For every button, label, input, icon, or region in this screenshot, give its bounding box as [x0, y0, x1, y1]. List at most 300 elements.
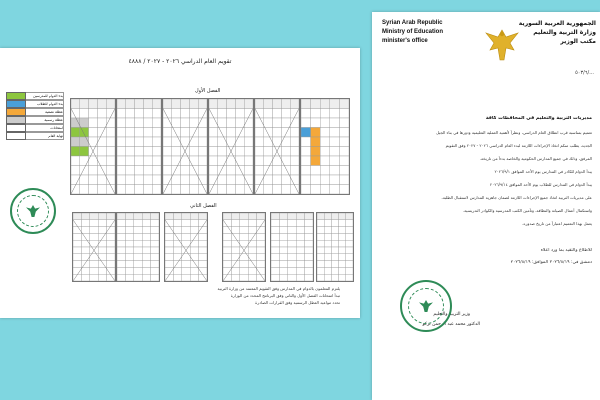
day-cell — [143, 128, 152, 138]
day-cell — [71, 99, 80, 109]
day-cell — [288, 240, 296, 247]
day-cell — [71, 147, 80, 157]
day-cell — [135, 185, 144, 195]
day-cell — [317, 247, 324, 254]
day-cell — [125, 233, 133, 240]
day-cell — [231, 267, 239, 274]
seal-ring — [17, 195, 49, 227]
day-cell — [134, 227, 142, 234]
day-cell — [271, 267, 279, 274]
day-cell — [305, 220, 313, 227]
day-cell — [90, 213, 98, 220]
day-cell — [281, 137, 290, 147]
day-cell — [142, 220, 150, 227]
day-cell — [271, 254, 279, 261]
day-cell — [125, 213, 133, 220]
day-cell — [182, 261, 190, 268]
day-cell — [288, 247, 296, 254]
day-cell — [182, 213, 190, 220]
day-cell — [107, 247, 115, 254]
day-cell — [98, 274, 106, 281]
day-cell — [288, 227, 296, 234]
day-cell — [98, 220, 106, 227]
day-cell — [190, 254, 198, 261]
day-cell — [281, 185, 290, 195]
day-cell — [273, 118, 282, 128]
day-cell — [346, 220, 353, 227]
day-cell — [81, 220, 89, 227]
day-cell — [97, 156, 106, 166]
day-cell — [223, 213, 231, 220]
day-cell — [235, 99, 244, 109]
day-cell — [172, 109, 181, 119]
day-cell — [324, 247, 331, 254]
day-cell — [117, 99, 126, 109]
day-cell — [248, 274, 256, 281]
day-cell — [305, 227, 313, 234]
day-cell — [165, 240, 173, 247]
signature-name: الدكتور محمد عبد الرحمن تركو — [422, 322, 480, 327]
footnote: يلتزم المعلمون بالدوام في المدارس وفق التقويم المعتمد من وزارة التربية — [217, 286, 340, 291]
legend-item — [6, 132, 64, 139]
day-cell — [339, 137, 349, 147]
day-cell — [134, 247, 142, 254]
day-cell — [281, 156, 290, 166]
day-cell — [81, 274, 89, 281]
letter-body-line: تعميم بمناسبة قرب انطلاق العام الدراسي، ونظراً لأهمية العملية التعليمية ودورها في بناء الجيل — [436, 130, 592, 135]
day-cell — [117, 185, 126, 195]
day-cell — [218, 156, 227, 166]
month-grid — [222, 212, 266, 282]
calendar-title: تقويم العام الدراسي ٢٠٢٦ - ٢٠٢٧ / ٤٨٨٨ — [128, 58, 232, 65]
day-cell — [80, 118, 89, 128]
first-semester-label: الفصل الأول — [195, 88, 221, 94]
reference-number: ٥٠٣/٦/... — [575, 70, 594, 76]
day-cell — [97, 128, 106, 138]
day-cell — [320, 185, 330, 195]
day-cell — [90, 274, 98, 281]
day-cell — [324, 213, 331, 220]
day-cell — [117, 118, 126, 128]
day-cell — [264, 185, 273, 195]
day-cell — [97, 109, 106, 119]
day-cell — [248, 247, 256, 254]
day-cell — [235, 137, 244, 147]
day-cell — [107, 254, 115, 261]
day-cell — [296, 267, 304, 274]
day-cell — [165, 213, 173, 220]
day-cell — [125, 240, 133, 247]
day-cell — [198, 147, 207, 157]
day-cell — [198, 128, 207, 138]
day-cell — [90, 267, 98, 274]
day-cell — [305, 213, 313, 220]
day-cell — [330, 147, 340, 157]
day-cell — [330, 109, 340, 119]
day-cell — [317, 233, 324, 240]
day-cell — [255, 128, 264, 138]
day-cell — [279, 213, 287, 220]
day-cell — [331, 274, 338, 281]
day-cell — [152, 99, 161, 109]
day-cell — [90, 233, 98, 240]
day-cell — [273, 128, 282, 138]
day-cell — [320, 175, 330, 185]
day-cell — [126, 109, 135, 119]
day-cell — [235, 166, 244, 176]
day-cell — [190, 220, 198, 227]
day-cell — [151, 274, 159, 281]
day-cell — [173, 233, 181, 240]
letter-body-line: المرفق، وذلك في جميع المدارس الحكومية والخاصة بدءاً من تاريخه. — [479, 156, 592, 161]
day-cell — [339, 274, 346, 281]
day-cell — [320, 166, 330, 176]
calendar-document — [0, 48, 360, 318]
day-cell — [273, 166, 282, 176]
day-cell — [152, 166, 161, 176]
day-cell — [305, 254, 313, 261]
day-cell — [281, 166, 290, 176]
day-cell — [80, 185, 89, 195]
day-cell — [117, 240, 125, 247]
day-cell — [281, 99, 290, 109]
day-cell — [311, 166, 321, 176]
day-cell — [173, 247, 181, 254]
day-cell — [142, 247, 150, 254]
day-cell — [152, 147, 161, 157]
day-cell — [218, 137, 227, 147]
day-cell — [198, 156, 207, 166]
day-cell — [106, 147, 115, 157]
day-cell — [97, 175, 106, 185]
day-cell — [173, 213, 181, 220]
day-cell — [331, 261, 338, 268]
day-cell — [320, 118, 330, 128]
day-cell — [301, 118, 311, 128]
day-cell — [218, 109, 227, 119]
day-cell — [301, 166, 311, 176]
day-cell — [301, 147, 311, 157]
day-cell — [152, 137, 161, 147]
eagle-icon — [26, 205, 40, 217]
day-cell — [125, 227, 133, 234]
day-cell — [339, 118, 349, 128]
day-cell — [227, 99, 236, 109]
day-cell — [324, 261, 331, 268]
day-cell — [231, 213, 239, 220]
day-cell — [227, 118, 236, 128]
day-cell — [248, 227, 256, 234]
legend-swatch — [6, 124, 26, 132]
day-cell — [320, 147, 330, 157]
day-cell — [98, 254, 106, 261]
day-cell — [182, 274, 190, 281]
day-cell — [288, 261, 296, 268]
day-cell — [331, 240, 338, 247]
day-cell — [288, 220, 296, 227]
day-cell — [173, 220, 181, 227]
day-cell — [125, 247, 133, 254]
day-cell — [257, 240, 265, 247]
day-cell — [317, 227, 324, 234]
day-cell — [330, 128, 340, 138]
day-cell — [296, 233, 304, 240]
day-cell — [257, 247, 265, 254]
day-cell — [264, 118, 273, 128]
day-cell — [235, 147, 244, 157]
day-cell — [117, 175, 126, 185]
day-cell — [126, 175, 135, 185]
eagle-emblem-icon — [484, 28, 520, 62]
day-cell — [125, 274, 133, 281]
month-grid — [164, 212, 208, 282]
day-cell — [290, 99, 299, 109]
day-cell — [81, 261, 89, 268]
day-cell — [209, 147, 218, 157]
day-cell — [271, 213, 279, 220]
day-cell — [80, 99, 89, 109]
day-cell — [290, 156, 299, 166]
day-cell — [324, 220, 331, 227]
day-cell — [71, 156, 80, 166]
header-en-line: Syrian Arab Republic — [382, 20, 443, 26]
header-ar-line: وزارة التربية والتعليم — [533, 29, 596, 36]
day-cell — [273, 99, 282, 109]
day-cell — [346, 213, 353, 220]
day-cell — [209, 99, 218, 109]
day-cell — [189, 99, 198, 109]
month-grid — [72, 212, 116, 282]
day-cell — [172, 175, 181, 185]
day-cell — [264, 137, 273, 147]
day-cell — [190, 240, 198, 247]
day-cell — [142, 254, 150, 261]
month-grid — [162, 98, 208, 195]
day-cell — [173, 267, 181, 274]
date-line: دمشق في: ٢٠٢٦/٨/١٩ الموافق: ٢٠٢٦/٨/١٩ — [510, 260, 592, 265]
day-cell — [330, 156, 340, 166]
seal-ring — [408, 288, 444, 324]
header-ar-line: مكتب الوزير — [560, 38, 596, 45]
day-cell — [346, 247, 353, 254]
day-cell — [248, 254, 256, 261]
day-cell — [97, 147, 106, 157]
day-cell — [173, 274, 181, 281]
day-cell — [248, 267, 256, 274]
day-cell — [288, 233, 296, 240]
day-cell — [189, 137, 198, 147]
day-cell — [125, 267, 133, 274]
day-cell — [305, 240, 313, 247]
day-cell — [151, 220, 159, 227]
day-cell — [231, 220, 239, 227]
day-cell — [271, 233, 279, 240]
day-cell — [97, 137, 106, 147]
day-cell — [135, 166, 144, 176]
day-cell — [296, 220, 304, 227]
day-cell — [172, 118, 181, 128]
day-cell — [231, 261, 239, 268]
day-cell — [165, 254, 173, 261]
day-cell — [151, 254, 159, 261]
legend-item — [6, 92, 64, 99]
day-cell — [301, 128, 311, 138]
day-cell — [80, 175, 89, 185]
day-cell — [330, 99, 340, 109]
day-cell — [107, 261, 115, 268]
day-cell — [80, 147, 89, 157]
day-cell — [331, 254, 338, 261]
day-cell — [80, 156, 89, 166]
day-cell — [240, 267, 248, 274]
day-cell — [235, 128, 244, 138]
day-cell — [165, 247, 173, 254]
month-grid — [254, 98, 300, 195]
day-cell — [339, 240, 346, 247]
day-cell — [97, 118, 106, 128]
day-cell — [143, 185, 152, 195]
day-cell — [244, 166, 253, 176]
header-en-line: Ministry of Education — [382, 29, 444, 35]
day-cell — [117, 227, 125, 234]
day-cell — [117, 220, 125, 227]
day-cell — [98, 213, 106, 220]
day-cell — [339, 109, 349, 119]
day-cell — [330, 175, 340, 185]
day-cell — [290, 166, 299, 176]
day-cell — [173, 254, 181, 261]
day-cell — [125, 220, 133, 227]
day-cell — [331, 247, 338, 254]
day-cell — [264, 109, 273, 119]
day-cell — [142, 213, 150, 220]
day-cell — [97, 99, 106, 109]
letter-body-line: واستكمال أعمال الصيانة والنظافة، وتأمين الكتب المدرسية والكوادر التدريسية. — [462, 208, 592, 213]
day-cell — [339, 147, 349, 157]
day-cell — [281, 109, 290, 119]
day-cell — [235, 156, 244, 166]
day-cell — [117, 147, 126, 157]
day-cell — [324, 233, 331, 240]
day-cell — [151, 227, 159, 234]
day-cell — [324, 267, 331, 274]
day-cell — [134, 274, 142, 281]
month-grid — [70, 98, 116, 195]
day-cell — [151, 267, 159, 274]
day-cell — [199, 261, 207, 268]
day-cell — [271, 220, 279, 227]
day-cell — [244, 147, 253, 157]
day-cell — [244, 156, 253, 166]
day-cell — [98, 267, 106, 274]
day-cell — [152, 185, 161, 195]
letter-body-line: على مديريات التربية اتخاذ جميع الإجراءات اللازمة لضمان جاهزية المدارس لاستقبال الطلبة، — [441, 195, 592, 200]
day-cell — [257, 254, 265, 261]
day-cell — [163, 128, 172, 138]
day-cell — [235, 185, 244, 195]
day-cell — [126, 166, 135, 176]
day-cell — [181, 109, 190, 119]
day-cell — [190, 213, 198, 220]
day-cell — [264, 175, 273, 185]
day-cell — [181, 185, 190, 195]
day-cell — [264, 99, 273, 109]
day-cell — [235, 109, 244, 119]
day-cell — [107, 233, 115, 240]
day-cell — [134, 233, 142, 240]
day-cell — [173, 261, 181, 268]
day-cell — [244, 99, 253, 109]
day-cell — [172, 185, 181, 195]
day-cell — [271, 261, 279, 268]
day-cell — [231, 247, 239, 254]
day-cell — [320, 99, 330, 109]
day-cell — [71, 128, 80, 138]
day-cell — [90, 220, 98, 227]
day-cell — [290, 147, 299, 157]
day-cell — [330, 137, 340, 147]
header-ar-line: الجمهورية العربية السورية — [518, 20, 596, 27]
day-cell — [223, 240, 231, 247]
day-cell — [346, 261, 353, 268]
day-cell — [190, 227, 198, 234]
day-cell — [279, 267, 287, 274]
day-cell — [248, 233, 256, 240]
day-cell — [172, 137, 181, 147]
day-cell — [152, 118, 161, 128]
day-cell — [279, 254, 287, 261]
day-cell — [281, 128, 290, 138]
day-cell — [134, 240, 142, 247]
day-cell — [248, 220, 256, 227]
day-cell — [244, 137, 253, 147]
day-cell — [142, 240, 150, 247]
day-cell — [163, 166, 172, 176]
day-cell — [281, 147, 290, 157]
day-cell — [143, 118, 152, 128]
day-cell — [198, 137, 207, 147]
day-cell — [151, 261, 159, 268]
day-cell — [135, 109, 144, 119]
day-cell — [305, 274, 313, 281]
day-cell — [106, 166, 115, 176]
day-cell — [288, 274, 296, 281]
day-cell — [135, 137, 144, 147]
day-cell — [339, 175, 349, 185]
day-cell — [346, 227, 353, 234]
day-cell — [71, 137, 80, 147]
day-cell — [320, 109, 330, 119]
day-cell — [189, 118, 198, 128]
day-cell — [134, 220, 142, 227]
day-cell — [107, 240, 115, 247]
letter-body-line: الجديد، يطلب منكم اتخاذ الإجراءات اللازمة لبدء العام الدراسي ٢٠٢٦ - ٢٠٢٧ وفق التقويم — [445, 143, 592, 148]
day-cell — [98, 233, 106, 240]
day-cell — [151, 233, 159, 240]
day-cell — [339, 261, 346, 268]
day-cell — [279, 247, 287, 254]
day-cell — [172, 156, 181, 166]
day-cell — [227, 166, 236, 176]
day-cell — [73, 233, 81, 240]
day-cell — [346, 267, 353, 274]
day-cell — [73, 261, 81, 268]
day-cell — [81, 233, 89, 240]
day-cell — [346, 240, 353, 247]
day-cell — [255, 137, 264, 147]
day-cell — [143, 156, 152, 166]
day-cell — [320, 137, 330, 147]
